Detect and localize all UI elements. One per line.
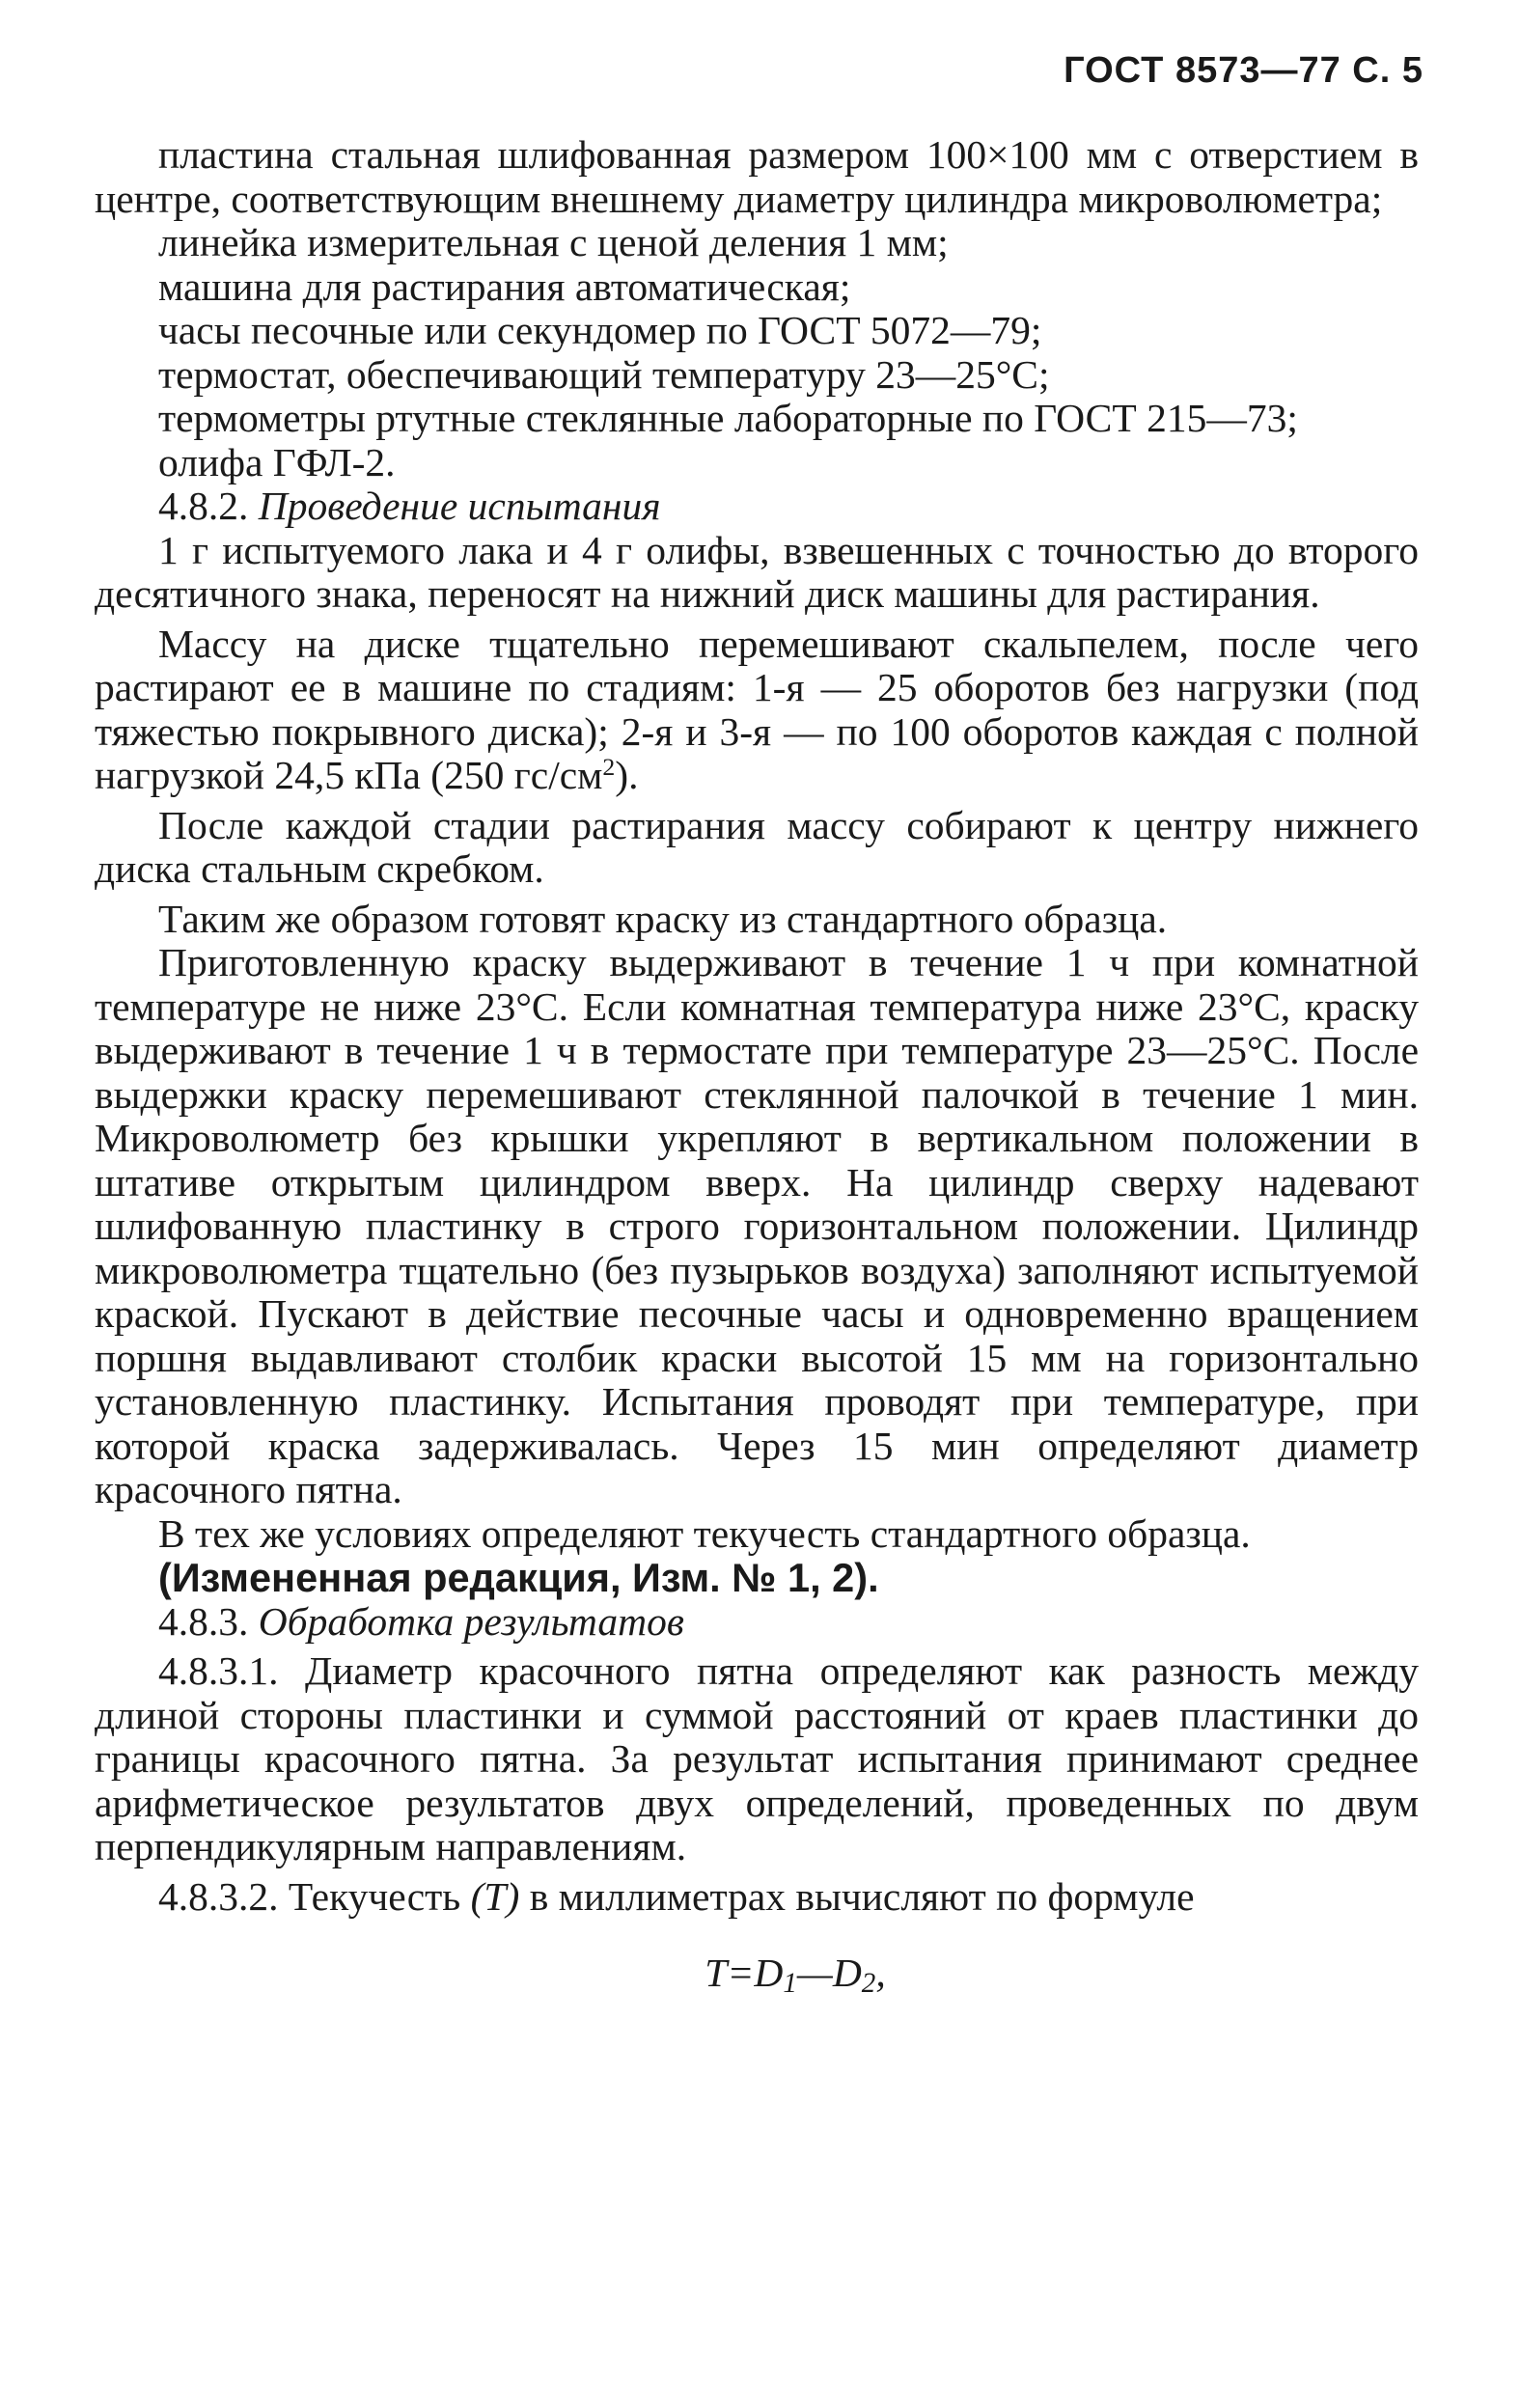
running-head: ГОСТ 8573—77 С. 5 bbox=[1064, 50, 1423, 91]
paragraph-text: 4.8.3.2. Текучесть bbox=[158, 1873, 471, 1919]
paragraph: 1 г испытуемого лака и 4 г олифы, взвешенных с точностью до второго десятичного знака, переносят на нижний диск машины для растирания. bbox=[95, 527, 1419, 616]
paragraph-text-end: ). bbox=[615, 753, 639, 797]
section-number: 4.8.2. bbox=[158, 484, 249, 528]
formula-tail: , bbox=[875, 1951, 886, 1995]
formula-sub1: 1 bbox=[783, 1967, 797, 1999]
paragraph: 4.8.3.1. Диаметр красочного пятна определяют как разность между длиной стороны пластинки и суммой расстояний от краев пластинки до границы красочного пятна. За результат испытания принимают среднее арифметическое результатов двух определений, проведенных по двум перпендикулярным направлениям. bbox=[95, 1648, 1419, 1868]
paragraph bbox=[95, 623, 1419, 798]
section-title: Обработка результатов bbox=[258, 1598, 684, 1644]
section-title: Проведение испытания bbox=[258, 484, 661, 528]
formula bbox=[95, 1951, 1419, 1999]
equipment-ruler: линейка измерительная с ценой деления 1 мм; bbox=[158, 220, 949, 264]
formula-sub2: 2 bbox=[861, 1967, 876, 1999]
paragraph-text: Массу на диске тщательно перемешивают скальпелем, после чего растирают ее в машине по стадиям: 1-я — 25 оборотов без нагрузки (под тяжестью покрывного диска); 2-я и 3-я — по 100 оборотов каждая с полной нагрузкой 24,5 кПа (250 гс/см bbox=[95, 621, 1419, 797]
variable: (T) bbox=[470, 1873, 520, 1919]
equipment-machine: машина для растирания автоматическая; bbox=[158, 263, 851, 309]
equipment-plate: пластина стальная шлифованная размером 100×100 мм с отверстием в центре, соответствующим внешнему диаметру цилиндра микроволюметра; bbox=[95, 132, 1419, 221]
formula-lhs: T bbox=[705, 1951, 728, 1995]
section-number: 4.8.3. bbox=[158, 1598, 249, 1644]
section-heading-4-8-3 bbox=[95, 1600, 1419, 1645]
paragraph: Таким же образом готовят краску из стандартного образца. bbox=[158, 896, 1168, 941]
amendment-note: (Измененная редакция, Изм. № 1, 2). bbox=[158, 1555, 879, 1600]
equipment-clock: часы песочные или секундомер по ГОСТ 5072—79; bbox=[158, 308, 1042, 352]
section-heading-4-8-2 bbox=[95, 484, 1419, 529]
paragraph: После каждой стадии растирания массу собирают к центру нижнего диска стальным скребком. bbox=[95, 802, 1419, 891]
formula-d1: D bbox=[754, 1951, 784, 1995]
equipment-oil: олифа ГФЛ-2. bbox=[158, 439, 396, 484]
paragraph-text-end: в миллиметрах вычисляют по формуле bbox=[519, 1873, 1195, 1919]
formula-minus: — bbox=[796, 1951, 833, 1995]
superscript: 2 bbox=[602, 752, 616, 781]
formula-d2: D bbox=[832, 1951, 862, 1995]
paragraph: Приготовленную краску выдерживают в течение 1 ч при комнатной температуре не ниже 23°С. Если комнатная температура ниже 23°С, краску выдерживают в течение 1 ч в термостате при температуре 23—25°С. После выдержки краску перемешивают стеклянной палочкой в течение 1 мин. Микроволюметр без крышки укрепляют в вертикальном положении в штативе открытым цилиндром вверх. На цилиндр сверху надевают шлифованную пластинку в строго горизонтальном положении. Цилиндр микроволюметра тщательно (без пузырьков воздуха) заполняют испытуемой краской. Пускают в действие песочные часы и одновременно вращением поршня выдавливают столбик краски высотой 15 мм на горизонтально установленную пластинку. Испытания проводят при температуре, при которой краска задерживалась. Через 15 мин определяют диаметр красочного пятна. bbox=[95, 940, 1419, 1511]
equipment-thermostat: термостат, обеспечивающий температуру 23—25°С; bbox=[158, 351, 1050, 397]
paragraph: В тех же условиях определяют текучесть стандартного образца. bbox=[158, 1510, 1251, 1556]
formula-eq: = bbox=[727, 1951, 755, 1995]
body-text bbox=[95, 132, 1419, 1999]
paragraph bbox=[95, 1875, 1419, 1920]
equipment-thermometers: термометры ртутные стеклянные лабораторные по ГОСТ 215—73; bbox=[158, 396, 1298, 440]
